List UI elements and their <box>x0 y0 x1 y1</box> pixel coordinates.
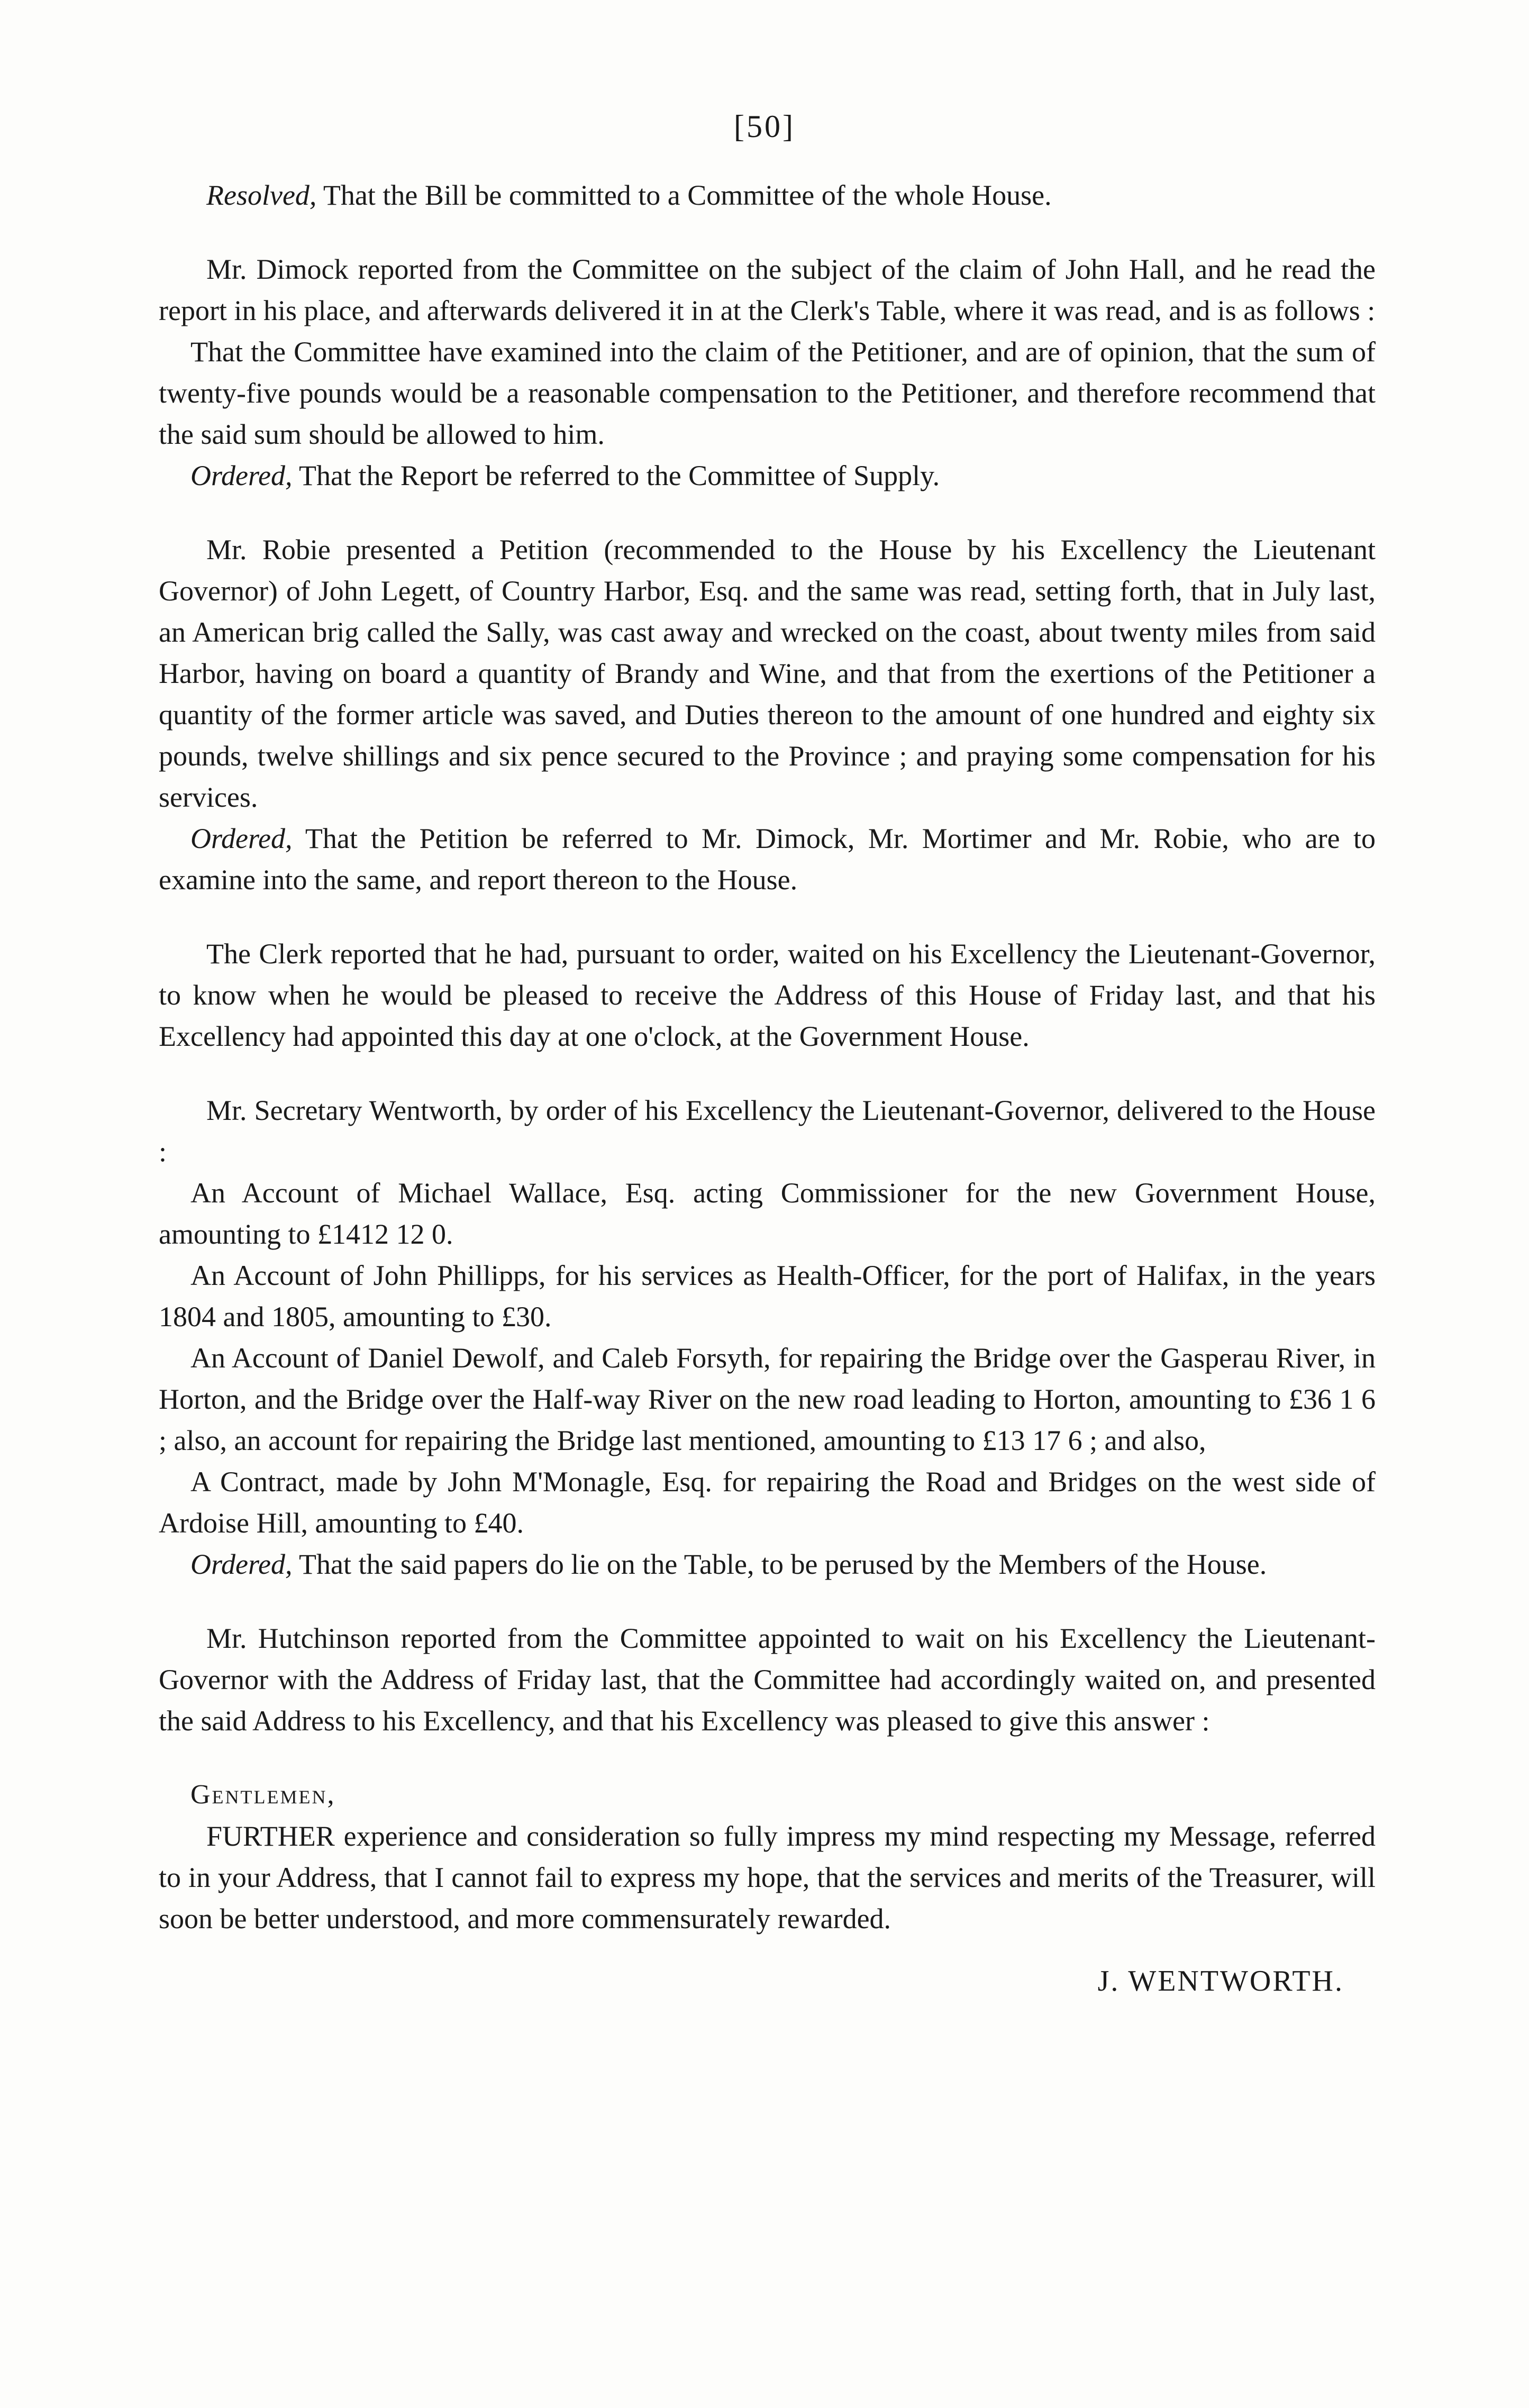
paragraph-text: Mr. Robie presented a Petition (recommended to the House by his Excellency the Lieutenant Governor) of John Legett, of Country Harbor, Esq. and the same was read, setting forth, that in July last, an American brig called the Sally, was cast away and wrecked on the coast, about twenty miles from said Harbor, having on board a quantity of Brandy and Wine, and that from the exertions of the Petitioner a quantity of the former article was saved, and Duties thereon to the amount of one hundred and eighty six pounds, twelve shillings and six pence secured to the Province ; and praying some compensation for his services. <box>159 534 1376 813</box>
letter-salutation: Gentlemen, <box>190 1780 336 1810</box>
paragraph-text: That the said papers do lie on the Table, to be perused by the Members of the House. <box>292 1548 1267 1580</box>
paragraph-text: Mr. Dimock reported from the Committee on the subject of the claim of John Hall, and he read the report in his place, and afterwards delivered it in at the Clerk's Table, where it was read, and is as follows : <box>159 253 1376 326</box>
paragraph <box>159 1618 1376 1741</box>
page-number: [50] <box>734 109 795 144</box>
paragraph <box>159 1090 1376 1172</box>
paragraph-text: That the Bill be committed to a Committee of the whole House. <box>316 179 1052 211</box>
journal-text <box>159 175 1376 2035</box>
paragraph-text: An Account of Daniel Dewolf, and Caleb Forsyth, for repairing the Bridge over the Gasperau River, in Horton, and the Bridge over the Half-way River on the new road leading to Horton, amounting to £36 1 6 ; also, an account for repairing the Bridge last mentioned, amounting to £13 17 6 ; and also, <box>159 1342 1376 1456</box>
letter-signature: J. WENTWORTH. <box>1097 1965 1344 1997</box>
entry-bill-committed <box>159 175 1376 216</box>
paragraph <box>159 455 1376 496</box>
entry-legett-petition <box>159 529 1376 900</box>
paragraph-text: A Contract, made by John M'Monagle, Esq. for repairing the Road and Bridges on the west side of Ardoise Hill, amounting to £40. <box>159 1466 1376 1539</box>
paragraph <box>159 529 1376 818</box>
letter-body: FURTHER experience and consideration so fully impress my mind respecting my Message, referred to in your Address, that I cannot fail to express my hope, that the services and merits of the Treasurer, will soon be better understood, and more commensurately rewarded. <box>159 1820 1376 1935</box>
paragraph <box>159 1544 1376 1585</box>
paragraph-lead: Ordered, <box>190 823 293 854</box>
paragraph-text: Mr. Hutchinson reported from the Committee appointed to wait on his Excellency the Lieutenant-Governor with the Address of Friday last, that the Committee had accordingly waited on, and presented the said Address to his Excellency, and that his Excellency was pleased to give this answer : <box>159 1622 1376 1737</box>
paragraph-lead: Resolved, <box>206 179 317 211</box>
paragraph-text: That the Petition be referred to Mr. Dimock, Mr. Mortimer and Mr. Robie, who are to examine into the same, and report thereon to the House. <box>159 823 1376 896</box>
entry-john-hall-claim <box>159 249 1376 496</box>
paragraph-text: Mr. Secretary Wentworth, by order of his Excellency the Lieutenant-Governor, delivered to the House : <box>159 1094 1376 1167</box>
paragraph <box>159 1172 1376 1255</box>
entry-hutchinson-report <box>159 1618 1376 1741</box>
paragraph-lead: Ordered, <box>190 1548 293 1580</box>
paragraph <box>159 1461 1376 1544</box>
paragraph-text: An Account of John Phillipps, for his services as Health-Officer, for the port of Halifax, in the years 1804 and 1805, amounting to £30. <box>159 1260 1376 1333</box>
paragraph <box>159 331 1376 455</box>
paragraph <box>159 1255 1376 1337</box>
paragraph <box>159 818 1376 900</box>
paragraph-lead: Ordered, <box>190 460 293 491</box>
paragraph <box>159 249 1376 331</box>
paragraph-text: An Account of Michael Wallace, Esq. acting Commissioner for the new Government House, amounting to £1412 12 0. <box>159 1177 1376 1250</box>
paragraph <box>159 1337 1376 1461</box>
paragraph-text: The Clerk reported that he had, pursuant to order, waited on his Excellency the Lieutenant-Governor, to know when he would be pleased to receive the Address of this House of Friday last, and that his Excellency had appointed this day at one o'clock, at the Government House. <box>159 938 1376 1052</box>
entry-secretary-accounts <box>159 1090 1376 1585</box>
governor-letter <box>159 1774 1376 2002</box>
paragraph-text: That the Report be referred to the Committee of Supply. <box>292 460 940 491</box>
paragraph <box>159 175 1376 216</box>
paragraph-text: That the Committee have examined into the claim of the Petitioner, and are of opinion, that the sum of twenty-five pounds would be a reasonable compensation to the Petitioner, and therefore recommend that the said sum should be allowed to him. <box>159 336 1376 450</box>
entry-clerk-report <box>159 933 1376 1057</box>
paragraph <box>159 933 1376 1057</box>
